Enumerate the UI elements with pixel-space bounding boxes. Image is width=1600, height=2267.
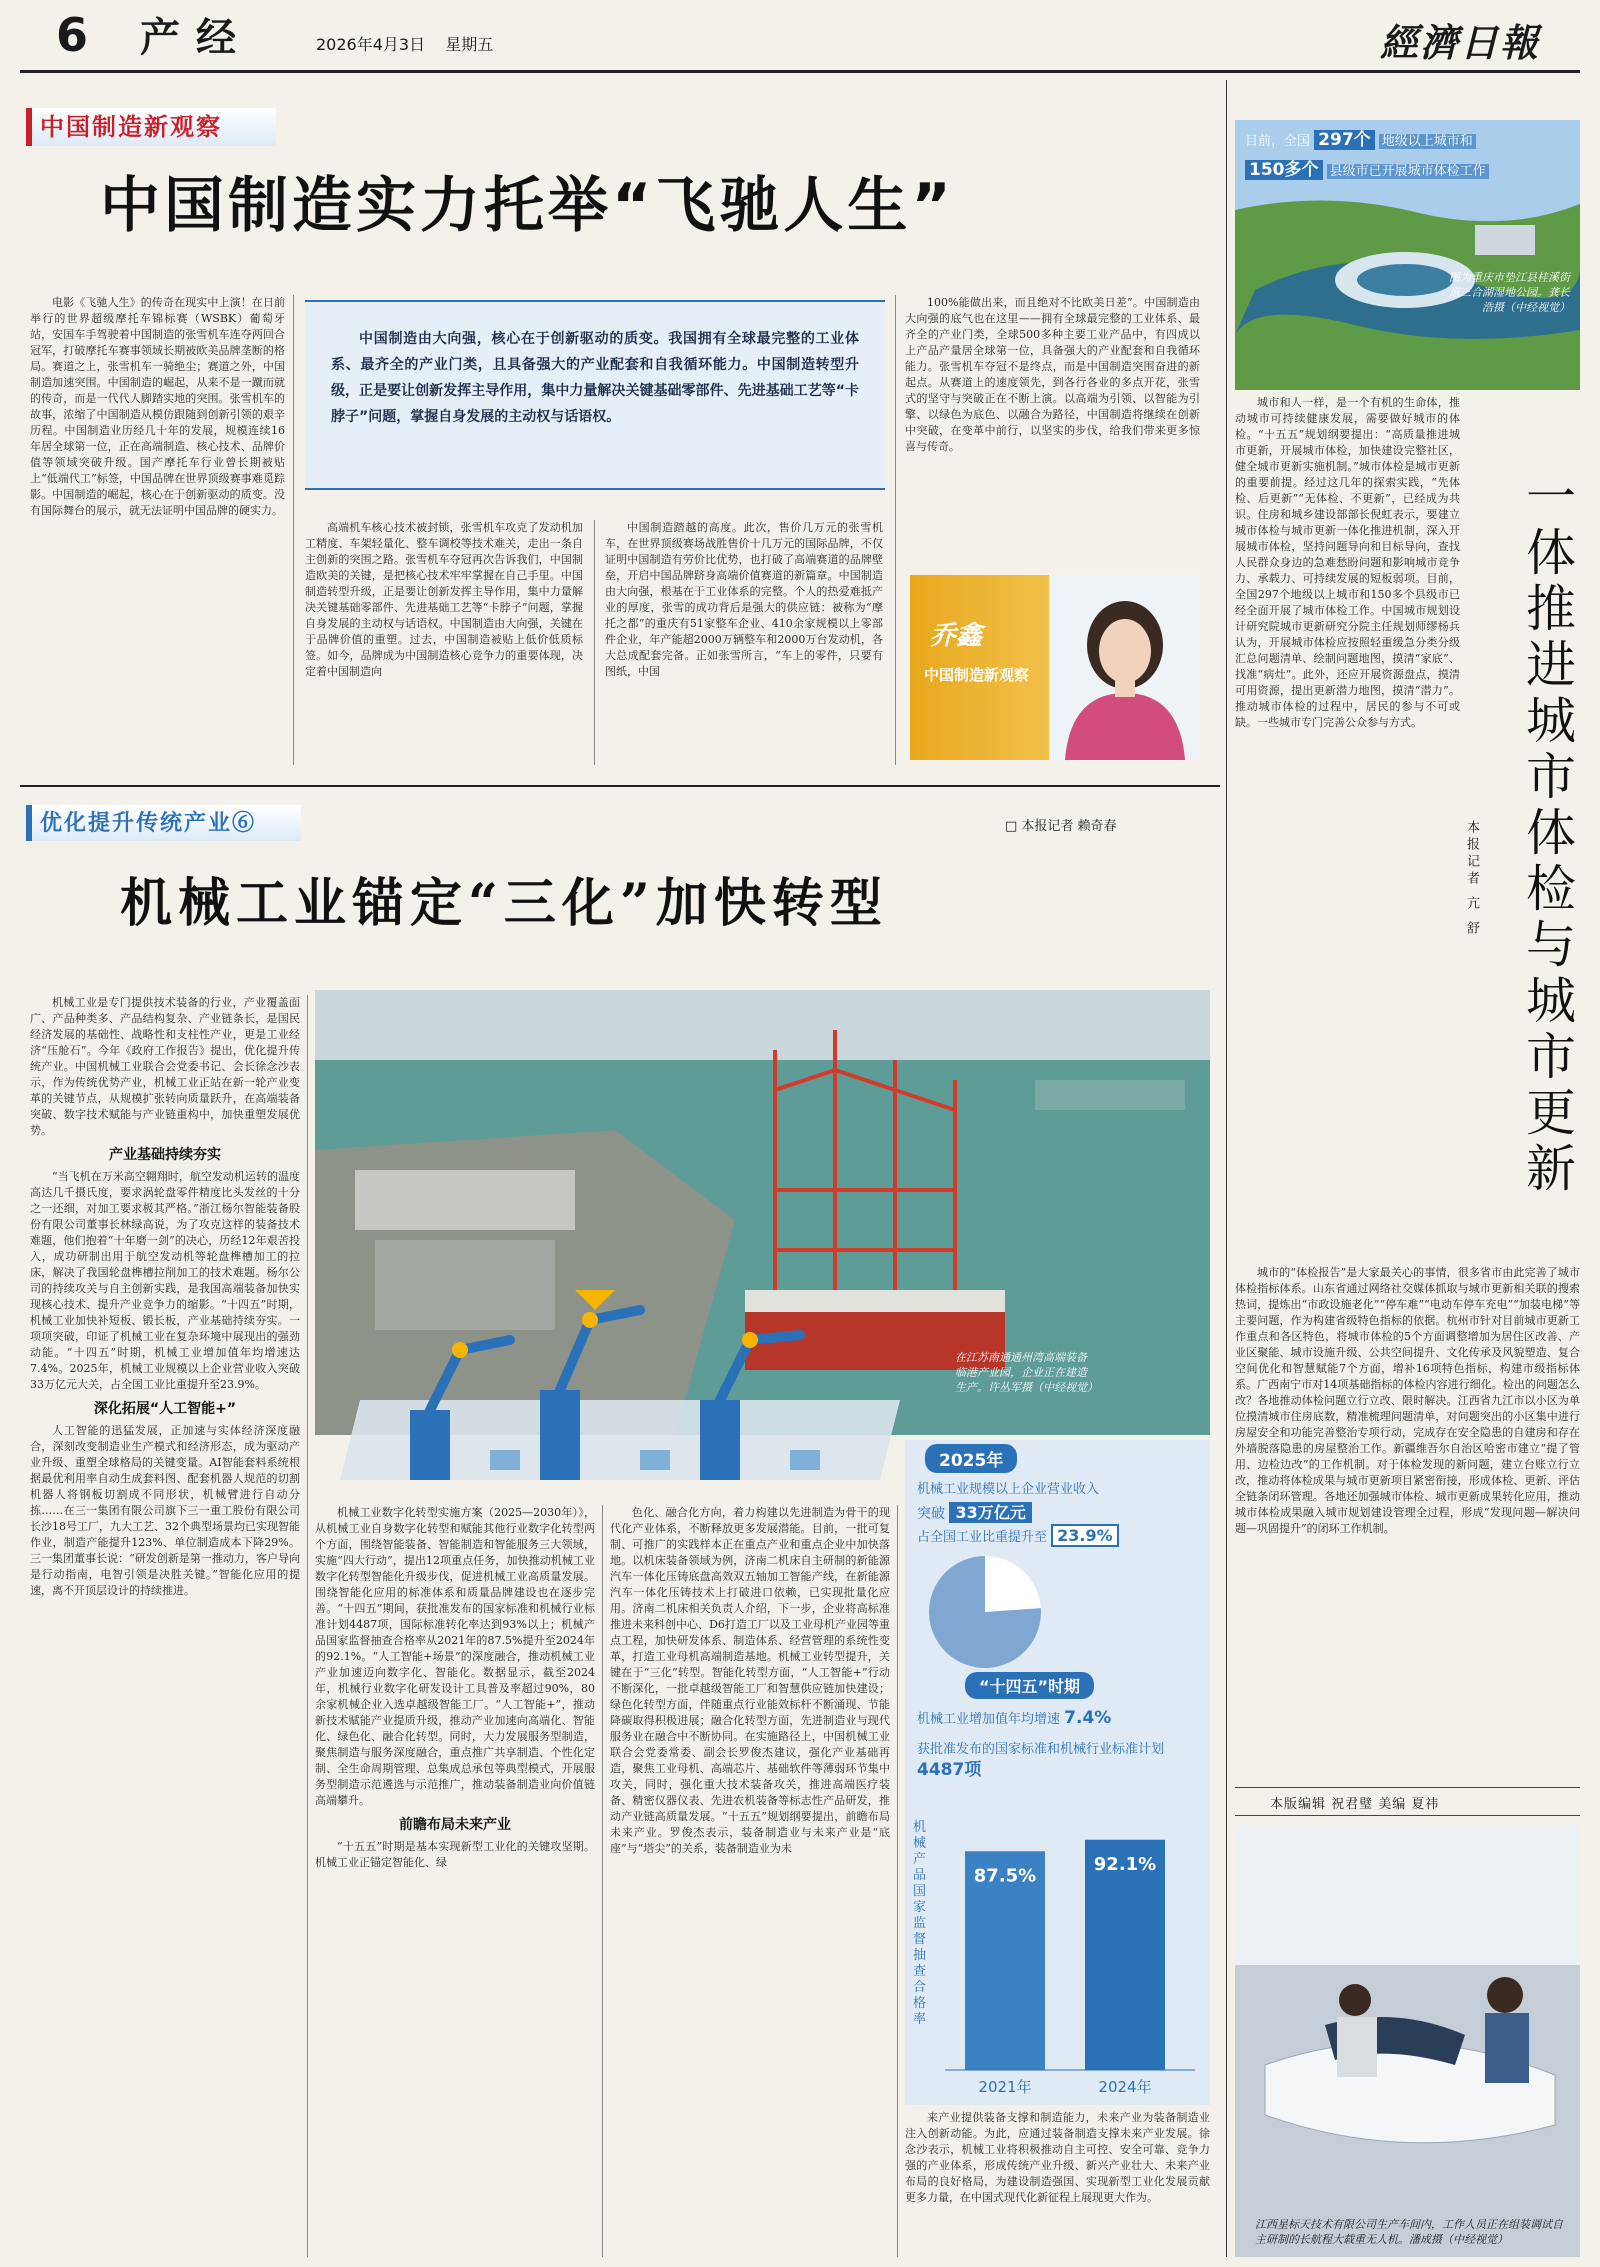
banner-num-1: 297个 [1314,130,1375,150]
stat1-label: 机械工业规模以上企业营业收入 [917,1482,1100,1497]
stat3-row [917,1708,1111,1728]
mid-col-4-tail-text: 来产业提供装备支撑和制造能力，未来产业为装备制造业注入创新动能。为此，应通过装备制造支撑未来产业发展。徐念沙表示，机械工业将积极推动自主可控、安全可靠、竞争力强的产业体系，形成传统产业升级、新兴产业壮大、未来产业布局的良好格局，为建设制造强国、实现新型工业化发展贡献更多力量，在中国式现代化新征程上展现更大作为。 [905,2111,1210,2204]
mid-col-2 [315,1505,595,2257]
banner-line-1 [1245,128,1575,154]
mid-col-1 [30,995,300,2257]
mid-subhead-1: 产业基础持续夯实 [109,1147,221,1163]
stat2-label: 占全国工业比重提升至 [917,1530,1048,1545]
stat4-label: 获批准发布的国家标准和机械行业标准计划 [917,1742,1165,1757]
top-abstract-text: 中国制造由大向强，核心在于创新驱动的质变。我国拥有全球最完整的工业体系、最齐全的产业门类，且具备强大的产业配套和自我循环能力。中国制造转型升级，正是要让创新发挥主导作用，集中力量解决关键基础零部件、先进基础工艺等“卡脖子”问题，掌握自身发展的主动权与话语权。 [331,331,859,425]
top-col-3 [605,520,883,765]
bar-value-label: 87.5% [973,1865,1037,1887]
banner-line1-prefix: 目前，全国 [1245,134,1311,149]
pass-rate-bar-chart [935,1800,1205,2100]
shipyard-photo-caption: 在江苏南通通州湾高端装备临港产业园，企业正在建造生产。许丛军摄（中经视觉） [955,1351,1098,1394]
banner-line-2 [1245,158,1575,184]
top-col-3-text: 中国制造踏越的高度。此次，售价几万元的张雪机车，在世界顶级赛场战胜售价十几万元的国际品牌，不仅证明中国制造有劳价比优势，也打破了高端赛道的品牌壁垒，开启中国品牌跻身高端价值赛道的新篇章。中国制造由大向强，根基在于工业体系的完整。个人的热爱难抵产业的厚度，张雪的成功背后是强大的供应链：被称为“摩托之都”的重庆有51家整车企业、410余家规模以上零部件企业，年产能超2000万辆整车和2000万台发动机，各大总成配套完备。正如张雪所言，“车上的零件，只要有图纸，中国 [605,521,883,678]
bar-value-label: 92.1% [1093,1853,1157,1875]
industry-share-pie [925,1552,1045,1672]
top-abstract [305,300,885,490]
columnist-card [910,575,1200,760]
right-body-1-text: 城市和人一样，是一个有机的生命体，推动城市可持续健康发展，需要做好城市的体检。“十五五”规划纲要提出：“高质量推进城市更新，开展城市体检，加快建设完整社区，健全城市更新实施机制。”城市体检是城市更新的重要前提。经过这几年的探索实践，“先体检、后更新”“无体检、不更新”，已经成为共识。住房和城乡建设部部长倪虹表示，要建立城市体检与城市更新一体化推进机制，深入开展城市体检，坚持问题导向和目标导向，查找人民群众身边的急难愁盼问题和影响城市竞争力、承载力、可持续发展的短板弱项。目前，全国297个地级以上城市和150多个县级市已经全面开展了城市体检工作。中国城市规划设计研究院城市更新研究分院主任规划师缪杨兵认为，开展城市体检应按照轻重缓急分类分级汇总问题清单、绘制问题地图，摸清“家底”、找准“病灶”。此外，还应开展资源盘点，摸清可用资源，提出更新潜力地图，摸清“潜力”。推动城市体检的过程中，居民的参与不可或缺。一些城市专门完善公众参与方式。 [1235,396,1460,729]
right-body-2-text: 城市的“体检报告”是大家最关心的事情，很多省市由此完善了城市体检指标体系。山东省通过网络社交媒体抓取与城市更新相关联的搜索热词，提炼出“市政设施老化”“停车难”“电动车停车充电”“加装电梯”等主要问题，作为构建省级特色指标的依据。杭州市针对目前城市更新工作重点和各区特色，将城市体检的5个方面调整增加为居住区改善、产业区聚能、城市设施升级、公共空间提升、文化传承及风貌塑造、复合空间优化和智慧赋能7个方面，增补16项特色指标，构建市级指标体系。广西南宁市对14项基础指标的体检内容进行细化。检出的问题怎么改？各地推动体检问题立行立改、限时解决。江西省九江市以小区为单位摸清城市住房底数，精准梳理问题清单，对问题突出的小区集中进行房屋安全和功能完善整治专项行动，完成存在安全隐患的自建房和存在外墙脱落隐患的房屋整治工作。新疆维吾尔自治区哈密市建立“提了管用、边检边改”的工作机制。对于体检发现的新问题，建立台账立行立改，推动将体检成果与城市更新项目紧密衔接，形成体检、更新、评估全链条闭环管理。各地还加强城市体检、城市更新成果转化应用，推动城市体检成果融入城市规划建设管理全过程，形成“发现问题—解决问题—巩固提升”的闭环工作机制。 [1235,1266,1580,1535]
mid-col-3-body: 色化、融合化方向，着力构建以先进制造为骨干的现代化产业体系，不断释放更多发展潜能。目前，一批可复制、可推广的实践样本正在重点产业和重点企业中加快落地。以机床装备领域为例，济南二机床自主研制的新能源汽车一体化压铸底盘高效双五轴加工智能产线，在新能源汽车一体化压铸技术上打破进口依赖，已实现批量化应用。济南二机床相关负责人介绍，下一步，企业将高标准推进未来科创中心、D6打造工厂以及工业母机产业园等重点工程，加快研发体系、制造体系、经营管理的系统性变革，打造工业母机高端制造基地。机械工业转型提升，关键在于“三化”转型。智能化转型方面，“人工智能+”行动不断深化，一批卓越级智能工厂和智慧供应链加快建设；绿色化转型方面，伴随重点行业能效标杆不断涌现、节能降碳取得积极进展；融合化转型方面，先进制造业与现代服务业在融合中不断协同。在实施路径上，中国机械工业联合会党委常委、副会长罗俊杰建议，强化产业基础再造，聚焦工业母机、高端芯片、基础软件等薄弱环节集中攻关，同时，强化重大技术装备攻关，推进高端医疗装备、精密仪器仪表、先进农机装备等标志性产品研发，推动产业链高质量发展。“十五五”规划纲要提出，前瞻布局未来产业。罗俊杰表示，装备制造业与未来产业是“底座”与“塔尖”的关系，装备制造业为未 [610,1506,890,1855]
right-headline: 一体推进城市体检与城市更新 [1518,470,1576,1198]
infographic-year-badge: 2025年 [925,1444,1017,1473]
stat2-row [917,1526,1119,1545]
stat2-value: 23.9% [1051,1524,1119,1547]
top-col-1-text: 电影《飞驰人生》的传奇在现实中上演！在日前举行的世界超级摩托车锦标赛（WSBK）葡萄牙站，安国车手驾驶着中国制造的张雪机车连夺两回合冠军，打破摩托车赛事领域长期被欧美品牌垄断的格局。赛道之上，张雪机车一骑绝尘；赛道之外，中国制造加速突围。中国制造的崛起，从来不是一蹴而就的传奇，而是一代代人脚踏实地的突围。张雪机车的故事，浓缩了中国制造从模仿跟随到创新引领的艰辛历程。中国制造业历经几十年的发展，规模连续16年居全球第一位，正在高端制造、核心技术、品牌价值等领域突破升级。国产摩托车行业曾长期被贴上“低端代工”标签，中国品牌在世界顶级赛事难觅踪影。中国制造的崛起，核心在于创新驱动的质变。没有国际舞台的展示，就无法证明中国品牌的硬实力。 [30,296,285,517]
mid-col-1-intro: 机械工业是专门提供技术装备的行业，产业覆盖面广、产品种类多、产品结构复杂、产业链条长，是国民经济发展的基础性、战略性和支柱性产业，更是工业经济“压舱石”。今年《政府工作报告》提出，优化提升传统产业。中国机械工业联合会党委书记、会长徐念沙表示，作为传统优势产业，机械工业正站在新一轮产业变革的关键节点，从规模扩张转向质量跃升，在高端装备突破、数字技术赋能与产业链重构中，加快重塑发展优势。 [30,996,300,1137]
robot-arm-illustration [320,1280,920,1500]
wetland-banner [1245,128,1575,184]
mid-col-1-body1: “当飞机在万米高空翱翔时，航空发动机运转的温度高达几千摄氏度，要求涡轮盘零件精度比头发丝的十分之一还细，对加工要求极其严格。”浙江杨尔智能装备股份有限公司董事长林绿高说，为了攻克这样的装备技术难题，他们抱着“十年磨一剑”的决心，历经12年艰苦投入，成功研制出用于航空发动机等轮盘榫槽加工的拉床，解决了我国轮盘榫槽拉削加工的技术难题。杨尔公司的持续攻关与自主创新实践，是我国高端装备加快实现核心技术、提升产业竞争力的缩影。“十四五”时期，机械工业加快补短板、锻长板，产业基础持续夯实。一项项突破，印证了机械工业在复杂环境中展现出的强劲动能。“十四五”时期，机械工业增加值年均增速达7.4%。2025年，机械工业规模以上企业营业收入突破33万亿元大关，占全国工业比重提升至23.9%。 [30,1170,300,1391]
weekday-text: 星期五 [445,35,494,54]
mid-byline: □ 本报记者 赖奇春 [1005,819,1117,834]
page-editors: 本版编辑 祝君璧 美编 夏祎 [1270,1797,1440,1812]
stat3-value: 7.4% [1064,1708,1112,1728]
mid-column-tag [26,805,301,841]
bar-category-label: 2021年 [978,2078,1032,2096]
bar-category-label: 2024年 [1098,2078,1152,2096]
period-badge: “十四五”时期 [965,1672,1094,1699]
top-col-1 [30,295,285,765]
stat4-value: 4487项 [917,1760,982,1780]
mid-subhead-3: 前瞻布局未来产业 [399,1817,511,1833]
top-headline: 中国制造实力托举“飞驰人生” [100,171,955,241]
mid-col-2-body: 机械工业数字化转型实施方案（2025—2030年）》，从机械工业自身数字化转型和赋能其他行业数字化转型两个方面，围绕智能装备、智能制造和智能服务三大领域，实施“四大行动”，提出12项重点任务，加快推动机械工业数字化转型智能化升级步伐，促进机械工业高质量发展。围绕智能化应用的标准体系和质量品牌建设也在逐步完善。“十四五”期间，获批准发布的国家标准和机械行业标准计划4487项，国际标准转化率达到93%以上；机械产品国家监督抽查合格率从2021年的87.5%提升至2024年的92.1%。“人工智能+场景”的深度融合，推动机械工业产业加速迈向数字化、智能化。数据显示，截至2024年，机械行业数字化研发设计工具普及率超过90%，80余家机械企业入选卓越级智能工厂。“人工智能+”，推动新技术赋能产业提质升级，推动产业加速向高端化、智能化、绿色化、融合化转型。同时，大力发展服务型制造，聚焦制造与服务深度融合，重点推广共享制造、个性化定制、全生命周期管理、总集成总承包等典型模式，开展服务型制造示范遴选与示范推广，推动装备制造业向价值链高端攀升。 [315,1506,595,1807]
top-column-tag [26,108,276,146]
stat4-block [917,1740,1202,1782]
drone-photo-caption: 江西星标天技术有限公司生产车间内，工作人员正在组装调试自主研制的长航程大载重无人机。潘成摄（中经视觉） [1255,2218,1563,2246]
mid-subhead-2: 深化拓展“人工智能+” [93,1401,237,1417]
mid-col-3 [610,1505,890,2257]
columnist-name: 乔鑫 [930,621,983,651]
top-column-tag-text: 中国制造新观察 [40,112,222,141]
top-col-4 [905,295,1200,555]
paper-logo: 經濟日報 [1380,20,1541,65]
stat1-row [917,1500,1032,1523]
mid-col-2-body3: “十五五”时期是基本实现新型工业化的关键攻坚期。机械工业正锚定智能化、绿 [315,1840,595,1869]
drone-workshop-photo [1235,1825,1580,2257]
infographic-panel [905,1440,1210,2105]
masthead [0,0,1600,70]
banner-line2-suffix: 县级市已开展城市体检工作 [1327,164,1489,179]
wetland-photo-caption: 图为重庆市垫江县桂溪街道三合湖湿地公园。龚长浩摄（中经视觉） [1449,271,1570,314]
banner-num-2: 150多个 [1245,160,1323,180]
top-col-2 [305,520,583,765]
chart-axis-label: 机械产品国家监督抽查合格率 [913,1820,927,2027]
stat1-value: 33万亿元 [949,1502,1031,1523]
mid-col-4-tail [905,2110,1210,2257]
columnist-column: 中国制造新观察 [924,666,1030,684]
banner-line1-suffix: 地级以上城市和 [1379,134,1476,149]
right-body-2 [1235,1265,1580,1780]
workshop-illustration [1235,1825,1580,2257]
columnist-portrait [1055,581,1195,760]
wetland-photo [1235,120,1580,390]
stat3-label: 机械工业增加值年均增速 [917,1712,1061,1727]
date-text: 2026年4月3日 [316,35,426,54]
issue-date [316,32,493,55]
mid-headline: 机械工业锚定“三化”加快转型 [120,873,888,934]
mid-col-1-body2: 人工智能的迅猛发展，正加速与实体经济深度融合，深刻改变制造业生产模式和经济形态，成为驱动产业升级、重塑全球格局的关键变量。AI智能套料系统根据最优利用率自动生成套料图、配套机器人规范的切割机器人将钢板切割成不同形状，机械臂进行自动分拣……在三一集团有限公司旗下三一重工股份有限公司长沙18号工厂，九大工艺、32个典型场景均已实现智能作业，制造产能提升123%、单位制造成本下降29%。三一集团董事长说：“研发创新是第一推动力，客户导向是行动指南，电智引领是决胜关键。”智能化应用的提速，离不开顶层设计的持续推进。 [30,1424,300,1597]
page-number: 6 [56,8,89,62]
stat1-prefix: 突破 [917,1506,945,1522]
right-byline: 本报记者 亢 舒 [1464,820,1479,939]
top-col-2-text: 高端机车核心技术被封锁，张雪机车攻克了发动机加工精度、车架轻量化、整车调校等技术难关，走出一条自主创新的突围之路。张雪机车夺冠再次告诉我们，中国制造欧美的关键，是把核心技术牢牢掌握在自己手里。中国制造转型升级，正是要让创新发挥主导作用，集中力量解决关键基础零部件、先进基础工艺等“卡脖子”问题，掌握自身发展的主动权与话语权。中国制造由大向强，关键在于品牌价值的重塑。过去，中国制造被贴上低价低质标签。如今，品牌成为中国制造核心竞争力的重要体现，决定着中国制造向 [305,521,583,678]
section-name: 产经 [140,14,252,61]
mid-column-tag-text: 优化提升传统产业⑥ [40,810,257,836]
right-body-1 [1235,395,1460,1257]
top-col-4-text: 100%能做出来，而且绝对不比欧美日差”。中国制造由大向强的底气也在这里——拥有全球最完整的工业体系、最齐全的产业门类，全球500多种主要工业产品中，有四成以上产品产量居全球第一位，具备强大的产业配套和自我循环能力。张雪机车夺冠不是终点，而是中国制造突围奋进的新起点。从赛道上的速度领先，到各行各业的多点开花，张雪式的坚守与突破正在不断上演。以高端为引领、以智能为引擎、以绿色为底色、以融合为路径，中国制造将继续在创新中突破，在变革中前行，以坚实的步伐，给我们带来更多惊喜与传奇。 [905,296,1200,453]
